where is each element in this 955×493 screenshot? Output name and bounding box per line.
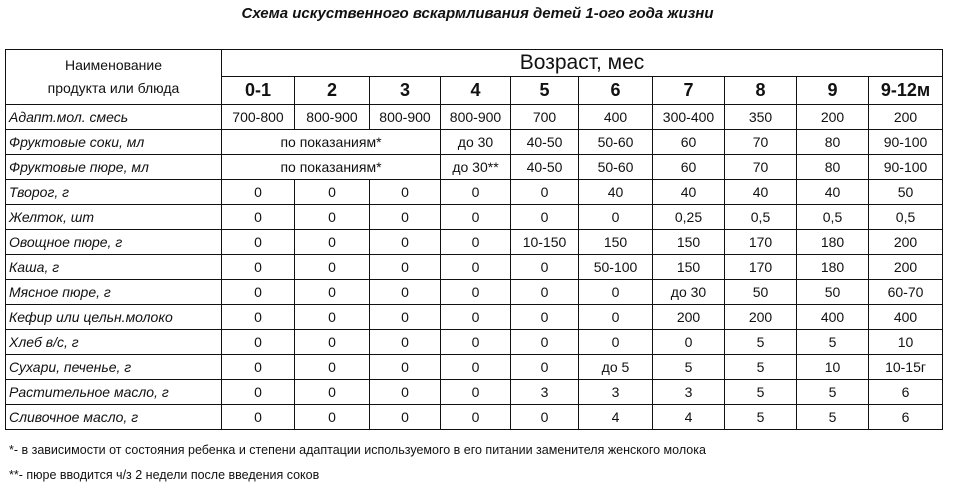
value-cell: 0 <box>295 205 370 230</box>
value-cell: 0 <box>222 180 295 205</box>
feeding-schedule-table <box>5 49 943 430</box>
value-cell: 5 <box>725 380 797 405</box>
value-cell: 150 <box>653 230 725 255</box>
table-row <box>6 405 943 430</box>
value-cell: 60-70 <box>869 280 943 305</box>
product-name-cell: Каша, г <box>6 255 222 280</box>
footnote-1: *- в зависимости от состояния ребенка и степени адаптации используемого в его питании заменителя женского молока <box>9 443 706 457</box>
value-cell: 80 <box>797 130 869 155</box>
value-cell: 10 <box>797 355 869 380</box>
value-cell: 0 <box>295 180 370 205</box>
age-col-header: 0-1 <box>222 77 295 105</box>
value-cell: 40 <box>725 180 797 205</box>
value-cell: 0 <box>653 330 725 355</box>
value-cell: 50-100 <box>579 255 653 280</box>
value-cell: 0 <box>222 230 295 255</box>
value-cell: 200 <box>653 305 725 330</box>
value-cell: 0 <box>295 330 370 355</box>
value-cell: 50 <box>869 180 943 205</box>
value-cell: 0 <box>222 355 295 380</box>
value-cell: 0 <box>441 405 511 430</box>
product-name-cell: Растительное масло, г <box>6 380 222 405</box>
value-cell: 5 <box>797 330 869 355</box>
header-row-1 <box>6 50 943 77</box>
product-name-cell: Фруктовые соки, мл <box>6 130 222 155</box>
value-cell: 50-60 <box>579 155 653 180</box>
age-col-header: 9 <box>797 77 869 105</box>
value-cell: 3 <box>653 380 725 405</box>
value-cell: 0 <box>370 305 441 330</box>
value-cell: 0 <box>511 330 579 355</box>
value-cell: 170 <box>725 255 797 280</box>
table-row <box>6 355 943 380</box>
value-cell: 800-900 <box>295 105 370 130</box>
age-header: Возраст, мес <box>222 50 943 77</box>
value-cell: 0 <box>370 255 441 280</box>
age-col-header: 6 <box>579 77 653 105</box>
value-cell: 200 <box>869 230 943 255</box>
product-name-cell: Творог, г <box>6 180 222 205</box>
table-row <box>6 330 943 355</box>
value-cell: 0 <box>579 330 653 355</box>
table-row <box>6 230 943 255</box>
value-cell: 0 <box>511 355 579 380</box>
value-cell: 0 <box>222 330 295 355</box>
value-cell: 40 <box>653 180 725 205</box>
value-cell: 10-150 <box>511 230 579 255</box>
table-row <box>6 180 943 205</box>
value-cell: 0 <box>441 255 511 280</box>
value-cell: 0 <box>370 380 441 405</box>
value-cell: 0 <box>511 180 579 205</box>
value-cell: 50 <box>797 280 869 305</box>
value-cell: 0 <box>511 205 579 230</box>
value-cell: 0 <box>511 280 579 305</box>
table-row <box>6 205 943 230</box>
value-cell: 170 <box>725 230 797 255</box>
value-cell: 0 <box>370 205 441 230</box>
value-cell: 0 <box>295 305 370 330</box>
value-cell: 180 <box>797 255 869 280</box>
value-cell: 180 <box>797 230 869 255</box>
value-cell: 70 <box>725 130 797 155</box>
value-cell: 0 <box>222 380 295 405</box>
value-cell: 0 <box>579 205 653 230</box>
value-cell: 200 <box>869 255 943 280</box>
table-row <box>6 255 943 280</box>
table-row <box>6 155 943 180</box>
value-cell: 0,5 <box>725 205 797 230</box>
product-name-cell: Адапт.мол. смесь <box>6 105 222 130</box>
value-cell: 200 <box>725 305 797 330</box>
age-col-header: 9-12м <box>869 77 943 105</box>
value-cell: 10-15г <box>869 355 943 380</box>
value-cell: 3 <box>579 380 653 405</box>
age-col-header: 7 <box>653 77 725 105</box>
value-cell: 0 <box>370 230 441 255</box>
value-cell: 150 <box>579 230 653 255</box>
value-cell: 0 <box>441 355 511 380</box>
value-cell: 800-900 <box>370 105 441 130</box>
value-cell: 0 <box>441 230 511 255</box>
table-row <box>6 105 943 130</box>
value-cell: 350 <box>725 105 797 130</box>
value-cell: 0 <box>441 380 511 405</box>
product-name-cell: Мясное пюре, г <box>6 280 222 305</box>
value-cell: 0 <box>441 280 511 305</box>
value-cell: 0 <box>511 305 579 330</box>
age-col-header: 8 <box>725 77 797 105</box>
product-name-cell: Желток, шт <box>6 205 222 230</box>
value-cell: 0 <box>222 255 295 280</box>
value-cell: 400 <box>869 305 943 330</box>
value-cell: 0 <box>295 255 370 280</box>
value-cell: 5 <box>725 330 797 355</box>
value-cell: 0 <box>511 405 579 430</box>
value-cell: 10 <box>869 330 943 355</box>
value-cell: 0 <box>295 355 370 380</box>
value-cell: 300-400 <box>653 105 725 130</box>
value-cell: 5 <box>797 380 869 405</box>
value-cell: 0 <box>579 305 653 330</box>
value-cell: 150 <box>653 255 725 280</box>
product-header-line2: продукта или блюда <box>47 80 180 96</box>
value-cell: 700-800 <box>222 105 295 130</box>
value-cell: до 30** <box>441 155 511 180</box>
value-cell: 800-900 <box>441 105 511 130</box>
value-cell: 90-100 <box>869 155 943 180</box>
value-cell: 0,5 <box>869 205 943 230</box>
value-cell: 40 <box>797 180 869 205</box>
value-cell: 0 <box>441 305 511 330</box>
value-cell: 0 <box>222 205 295 230</box>
value-cell: 5 <box>725 355 797 380</box>
value-cell: 0 <box>295 405 370 430</box>
product-name-cell: Овощное пюре, г <box>6 230 222 255</box>
value-cell: 0 <box>511 255 579 280</box>
value-cell: 0 <box>295 230 370 255</box>
value-cell: 50 <box>725 280 797 305</box>
age-col-header: 3 <box>370 77 441 105</box>
value-cell: 0 <box>370 330 441 355</box>
value-cell: 400 <box>797 305 869 330</box>
value-cell: 6 <box>869 405 943 430</box>
value-cell: 70 <box>725 155 797 180</box>
value-cell: 200 <box>797 105 869 130</box>
product-name-cell: Хлеб в/с, г <box>6 330 222 355</box>
span-value-cell: по показаниям* <box>222 155 441 180</box>
value-cell: 0,5 <box>797 205 869 230</box>
value-cell: 0 <box>441 205 511 230</box>
value-cell: 50-60 <box>579 130 653 155</box>
value-cell: 0 <box>222 305 295 330</box>
value-cell: 0,25 <box>653 205 725 230</box>
product-name-cell: Сухари, печенье, г <box>6 355 222 380</box>
footnote-2: **- пюре вводится ч/з 2 недели после введения соков <box>9 468 320 482</box>
value-cell: 60 <box>653 155 725 180</box>
value-cell: 0 <box>579 280 653 305</box>
table-row <box>6 280 943 305</box>
value-cell: 80 <box>797 155 869 180</box>
value-cell: 4 <box>579 405 653 430</box>
product-name-cell: Сливочное масло, г <box>6 405 222 430</box>
product-name-cell: Кефир или цельн.молоко <box>6 305 222 330</box>
value-cell: 6 <box>869 380 943 405</box>
value-cell: 0 <box>441 180 511 205</box>
table-row <box>6 130 943 155</box>
value-cell: 700 <box>511 105 579 130</box>
product-header-line1: Наименование <box>64 57 163 73</box>
table-row <box>6 305 943 330</box>
value-cell: 40-50 <box>511 130 579 155</box>
product-name-cell: Фруктовые пюре, мл <box>6 155 222 180</box>
value-cell: 0 <box>222 405 295 430</box>
span-value-cell: по показаниям* <box>222 130 441 155</box>
value-cell: 0 <box>370 405 441 430</box>
age-col-header: 5 <box>511 77 579 105</box>
value-cell: 0 <box>295 280 370 305</box>
value-cell: 0 <box>370 355 441 380</box>
value-cell: до 30 <box>441 130 511 155</box>
product-header-cell <box>6 50 222 105</box>
value-cell: 3 <box>511 380 579 405</box>
value-cell: 0 <box>441 330 511 355</box>
value-cell: 0 <box>370 280 441 305</box>
age-col-header: 2 <box>295 77 370 105</box>
value-cell: 200 <box>869 105 943 130</box>
value-cell: 4 <box>653 405 725 430</box>
value-cell: 5 <box>653 355 725 380</box>
value-cell: 0 <box>222 280 295 305</box>
value-cell: до 30 <box>653 280 725 305</box>
value-cell: 0 <box>370 180 441 205</box>
age-col-header: 4 <box>441 77 511 105</box>
table-row <box>6 380 943 405</box>
document-title: Схема искуственного вскармливания детей 1-ого года жизни <box>241 5 714 22</box>
value-cell: 5 <box>797 405 869 430</box>
value-cell: 40 <box>579 180 653 205</box>
value-cell: 40-50 <box>511 155 579 180</box>
value-cell: 60 <box>653 130 725 155</box>
value-cell: до 5 <box>579 355 653 380</box>
value-cell: 90-100 <box>869 130 943 155</box>
value-cell: 400 <box>579 105 653 130</box>
value-cell: 5 <box>725 405 797 430</box>
value-cell: 0 <box>295 380 370 405</box>
